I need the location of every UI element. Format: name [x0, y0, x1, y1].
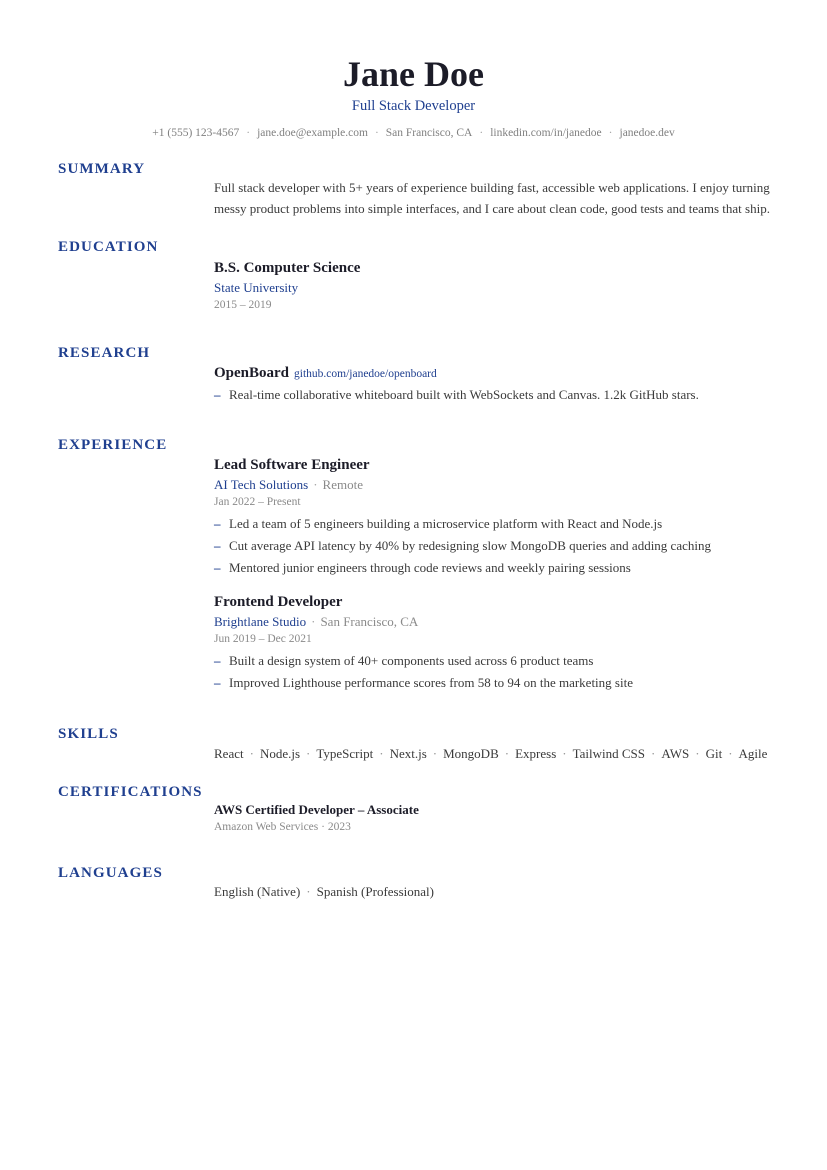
job-company: AI Tech Solutions: [214, 477, 309, 492]
section-heading-research: RESEARCH: [58, 345, 151, 361]
research-title: OpenBoard: [214, 365, 290, 381]
certification-issuer: Amazon Web Services · 2023: [214, 821, 351, 833]
bullet-dash: –: [214, 387, 221, 402]
contact-email[interactable]: jane.doe@example.com: [257, 127, 368, 139]
job-bullet-text: Built a design system of 40+ components used across 6 product teams: [229, 653, 594, 668]
language-item: English (Native): [214, 884, 301, 899]
contact-line: [0, 125, 827, 141]
skills-list: [214, 743, 784, 764]
education-degree: B.S. Computer Science: [214, 260, 361, 276]
list-item: [214, 557, 784, 579]
skill-item: Git: [705, 746, 723, 761]
section-heading-languages: LANGUAGES: [58, 865, 163, 881]
certification-title: AWS Certified Developer – Associate: [214, 802, 419, 817]
separator-dot: ·: [432, 746, 438, 761]
separator-dot: ·: [246, 127, 251, 139]
skill-item: AWS: [661, 746, 690, 761]
job-bullet-text: Cut average API latency by 40% by redesigning slow MongoDB queries and adding caching: [229, 538, 711, 553]
separator-dot: ·: [479, 127, 484, 139]
research-entry: [214, 363, 784, 406]
job-dates: Jan 2022 – Present: [214, 496, 301, 508]
research-link[interactable]: github.com/janedoe/openboard: [294, 368, 437, 380]
research-bullet-text: Real-time collaborative whiteboard built with WebSockets and Canvas. 1.2k GitHub stars.: [229, 387, 699, 402]
section-heading-summary: SUMMARY: [58, 161, 146, 177]
separator-dot: ·: [311, 614, 316, 629]
list-item: [214, 535, 784, 557]
skill-item: Node.js: [259, 746, 301, 761]
job-dates: Jun 2019 – Dec 2021: [214, 633, 312, 645]
education-dates: 2015 – 2019: [214, 299, 272, 311]
separator-dot: ·: [374, 127, 379, 139]
skill-item: Tailwind CSS: [572, 746, 646, 761]
education-entry: [214, 258, 784, 314]
contact-phone: +1 (555) 123-4567: [152, 127, 240, 139]
language-item: Spanish (Professional): [316, 884, 434, 899]
separator-dot: ·: [651, 746, 656, 761]
separator-dot: ·: [562, 746, 567, 761]
job-bullet-text: Mentored junior engineers through code reviews and weekly pairing sessions: [229, 560, 631, 575]
contact-website[interactable]: janedoe.dev: [619, 127, 675, 139]
certification-entry: [214, 801, 784, 836]
job-title: Lead Software Engineer: [214, 457, 370, 473]
education-school: State University: [214, 280, 299, 295]
skill-item: TypeScript: [316, 746, 374, 761]
skill-item: Next.js: [389, 746, 427, 761]
separator-dot: ·: [608, 127, 613, 139]
separator-dot: ·: [306, 884, 311, 899]
list-item: [214, 513, 784, 535]
job-company: Brightlane Studio: [214, 614, 307, 629]
section-heading-experience: EXPERIENCE: [58, 437, 168, 453]
job-bullet-text: Improved Lighthouse performance scores from 58 to 94 on the marketing site: [229, 675, 633, 690]
separator-dot: ·: [313, 477, 318, 492]
list-item: [214, 650, 784, 672]
section-heading-certifications: CERTIFICATIONS: [58, 784, 203, 800]
bullet-dash: –: [214, 675, 221, 690]
experience-entry: [214, 455, 784, 579]
job-bullets: [214, 513, 784, 579]
job-company-line: [214, 612, 784, 631]
job-location: San Francisco, CA: [320, 614, 419, 629]
candidate-name: Jane Doe: [343, 54, 484, 94]
job-bullet-text: Led a team of 5 engineers building a microservice platform with React and Node.js: [229, 516, 663, 531]
bullet-dash: –: [214, 516, 221, 531]
skill-item: React: [214, 746, 244, 761]
job-company-line: [214, 475, 784, 494]
candidate-role: Full Stack Developer: [351, 98, 476, 114]
bullet-dash: –: [214, 653, 221, 668]
research-title-line: [214, 363, 784, 384]
section-heading-skills: SKILLS: [58, 726, 119, 742]
languages-list: [214, 881, 784, 902]
summary-text: Full stack developer with 5+ years of experience building fast, accessible web applications. I enjoy turning messy product problems into simple interfaces, and I care about clean code, good tests and teams that ship.: [214, 180, 770, 216]
skill-item: Express: [515, 746, 557, 761]
contact-location: San Francisco, CA: [385, 127, 473, 139]
separator-dot: ·: [306, 746, 311, 761]
experience-entry: [214, 592, 784, 694]
bullet-dash: –: [214, 538, 221, 553]
bullet-dash: –: [214, 560, 221, 575]
job-location: Remote: [322, 477, 363, 492]
separator-dot: ·: [728, 746, 733, 761]
skill-item: MongoDB: [443, 746, 499, 761]
separator-dot: ·: [379, 746, 384, 761]
skill-item: Agile: [738, 746, 768, 761]
list-item: [214, 672, 784, 694]
separator-dot: ·: [249, 746, 254, 761]
contact-linkedin[interactable]: linkedin.com/in/janedoe: [490, 127, 602, 139]
job-bullets: [214, 650, 784, 694]
research-bullets: [214, 384, 784, 406]
job-title: Frontend Developer: [214, 594, 343, 610]
separator-dot: ·: [695, 746, 700, 761]
list-item: [214, 384, 784, 406]
separator-dot: ·: [504, 746, 510, 761]
section-heading-education: EDUCATION: [58, 239, 159, 255]
